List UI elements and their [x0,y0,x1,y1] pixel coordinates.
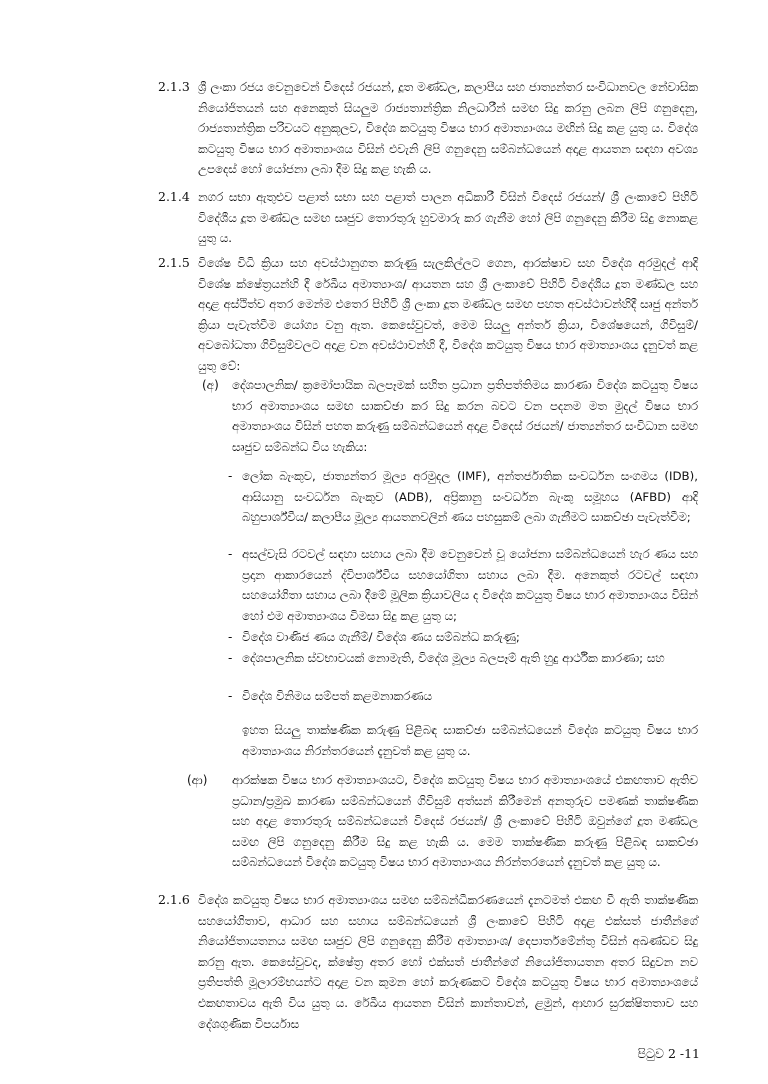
bullet-dash: - [228,469,233,483]
section-2-1-6-text: විදේශ කටයුතු විෂය භාර අමාත්‍යාංශය සමඟ සම්බන්ධීකරණයෙන් දැනටමත් එකඟ වී ඇති තාක්ෂණික සහයෝගිතාව, ආධාර සහ සහාය සම්බන්ධයෙන් ශ්‍රී ලංකාවේ පිහිටි අදාළ එක්සත් ජාතීන්ගේ නියෝජිතායතනය සමඟ සෘජුව ලිපි ගනුදෙනු කිරීම අමාත්‍යාංශ/ දෙපාර්තමේන්තු විසින් අඛණ්ඩව සිදු කරනු ඇත. කෙසේවුවද, ක්ෂේත්‍ර අතර හෝ එක්සත් ජාතීන්ගේ නියෝජිතායතන අතර සිදුවන නව ප්‍රතිපත්ති මූලාරම්භයන්ට අදාළ වන කුමන හෝ කරුණකට විදේශ කටයුතු විෂය භාර අමාත්‍යාංශයේ එකඟතාවය ඇති විය යුතු ය. රේඛීය ආයතන විසින් කාන්තාවන්, ළමුන්, ආහාර සුරක්ෂිතතාව සහ දේශගුණික විපර්යාස [198,893,698,1031]
bullet-item-4: දේශපාලනික ස්වභාවයක් නොමැති, විදේශ මූල්‍ය බලපෑම් ඇති හුදු ආර්ථික කාරණා; සහ [242,651,665,665]
bullet-item-3: විදේශ වාණිජ ණය ගැනීම්/ විදේශ ණය සම්බන්ධ කරුණු; [242,630,520,644]
section-number-2-1-5: 2.1.5 [158,255,190,270]
item-a-text: දේශපාලනික/ ක්‍රමෝපායික බලපෑමක් සහිත ප්‍රධාන ප්‍රතිපත්තිමය කාරණා විදේශ කටයුතු විෂය භාර අමාත්‍යාංශය සමඟ සාකච්ඡා කර සිදු කරන බවට වන පදනම මත මුදල් විෂය භාර අමාත්‍යාංශය විසින් පහත කරුණු සම්බන්ධයෙන් අදාළ විදෙස් රජයන්/ ජාත්‍යන්තර සංවිධාන සමඟ සෘජුව සම්බන්ධ විය හැකිය: [232,378,698,454]
item-aa-label: (ආ) [187,773,208,787]
section-2-1-4-text: නගර සභා ඇතුළුව පළාත් සභා සහ පළාත් පාලන අධිකාරී විසින් විදෙස් රජයන්/ ශ්‍රී ලංකාවේ පිහිටි විදේශීය දූත මණ්ඩල සමඟ සෘජුව තොරතුරු හුවමාරු කර ගැනීම හෝ ලිපි ගනුදෙනු කිරීම සිදු නොකළ යුතු ය. [198,190,698,246]
bullet-dash: - [228,630,233,644]
bullet-item-2: අසල්වැසි රටවල් සඳහා සහාය ලබා දීම වෙනුවෙන් වූ යෝජනා සම්බන්ධයෙන් හැර ණය සහ ප්‍රදාන ආකාරයෙන් ද්විපාර්ශ්වීය සහයෝගිතා සහාය ලබා දීම. අනෙකුත් රටවල් සඳහා සහයෝගිතා සහාය ලබා දීමේ මූලික ක්‍රියාවලිය ද විදේශ කටයුතු විෂය භාර අමාත්‍යාංශය විසින් හෝ එම අමාත්‍යාංශය විමසා සිදු කළ යුතු ය; [242,547,698,623]
item-a-closing: ඉහත සියලු තාක්ෂණික කරුණු පිළිබඳ සාකච්ඡා සම්බන්ධයෙන් විදේශ කටයුතු විෂය භාර අමාත්‍යාංශය නිරන්තරයෙන් දැනුවත් කළ යුතු ය. [242,723,698,758]
section-2-1-5-text: විශේෂ විධි ක්‍රියා සහ අවස්ථානුගත කරුණු සැලකිල්ලට ගෙන, ආරක්ෂාව සහ විදේශ අරමුදල් ආදි විශේෂ ක්ෂේත්‍රයන්හි දී රේඛීය අමාත්‍යාංශ/ ආයතන සහ ශ්‍රී ලංකාවේ පිහිටි විදේශීය දූත මණ්ඩල සහ අදාළ අස්ථිත්ව අතර මෙන්ම එතෙර පිහිටි ශ්‍රී ලංකා දූත මණ්ඩල සමඟ පහත අවස්ථාවන්හිදී සෘජු අන්තර් ක්‍රියා පැවැත්වීම යෝග්‍ය වනු ඇත. කෙසේවුවත්, මෙම සියලු අන්තර් ක්‍රියා, විශේෂයෙන්, ගිවිසුම්/ අවබෝධතා ගිවිසුම්වලට අදාළ වන අවස්ථාවන්හි දී, විදේශ කටයුතු විෂය භාර අමාත්‍යාංශය දැනුවත් කළ යුතු වේ: [198,256,698,373]
section-number-2-1-3: 2.1.3 [158,79,190,94]
page-number: පිටුව 2 -11 [637,1046,700,1061]
item-aa-text: ආරක්ෂක විෂය භාර අමාත්‍යාංශයට, විදේශ කටයුතු විෂය භාර අමාත්‍යාංශයේ එකඟතාව ඇතිව ප්‍රධාන/ප්‍රමුඛ කාරණා සම්බන්ධයෙන් ගිවිසුම් අත්සන් කිරීමෙන් අනතුරුව පමණක් තාක්ෂණික සහ අදාළ තොරතුරු සම්බන්ධයෙන් විදෙස් රජයන්/ ශ්‍රී ලංකාවේ පිහිටි ඔවුන්ගේ දූත මණ්ඩල සමඟ ලිපි ගනුදෙනු කිරීම සිදු කළ හැකි ය. මෙම තාක්ෂණික කරුණු පිළිබඳ සාකච්ඡා සම්බන්ධයෙන් විදේශ කටයුතු විෂය භාර අමාත්‍යාංශය නිරන්තරයෙන් දැනුවත් කළ යුතු ය. [232,773,698,870]
item-a-label: (අ) [202,378,219,392]
bullet-item-5: විදේශ විනිමය සම්පත් කළමනාකරණය [242,689,432,703]
section-number-2-1-4: 2.1.4 [158,189,190,204]
bullet-dash: - [228,547,233,561]
bullet-item-1: ලෝක බැංකුව, ජාත්‍යන්තර මූල්‍ය අරමුදල (IMF), අන්තර්ජාතික සංවර්ධන සංගමය (IDB), ආසියානු සංවර්ධන බැංකුව (ADB), අප්‍රිකානු සංවර්ධන බැංකු සමූහය (AFBD) ආදි බහුපාර්ශ්වීය/ කලාපීය මූල්‍ය ආයතනවලින් ණය පහසුකම් ලබා ගැනීමට සාකච්ඡා පැවැත්වීම; [242,469,698,525]
section-2-1-3-text: ශ්‍රී ලංකා රජය වෙනුවෙන් විදෙස් රජයන්, දූත මණ්ඩල, කලාපීය සහ ජාත්‍යන්තර සංවිධානවල නේවාසික නියෝජිතයන් සහ අනෙකුත් සියලුම රාජ්‍යතාන්ත්‍රික නිලධාරීන් සමඟ සිදු කරනු ලබන ලිපි ගනුදෙනු, රාජ්‍යතාන්ත්‍රික පරිචයට අනුකූලව, විදේශ කටයුතු විෂය භාර අමාත්‍යාංශය මඟින් සිදු කළ යුතු ය. විදේශ කටයුතු විෂය භාර අමාත්‍යාංශය විසින් එවැනි ලිපි ගනුදෙනු සම්බන්ධයෙන් අදාළ ආයතන සඳහා අවශ්‍ය උපදෙස් හෝ යෝජනා ලබා දීම සිදු කළ හැකි ය. [198,80,698,177]
bullet-dash: - [228,651,233,665]
section-number-2-1-6: 2.1.6 [158,892,190,907]
bullet-dash: - [228,689,233,703]
